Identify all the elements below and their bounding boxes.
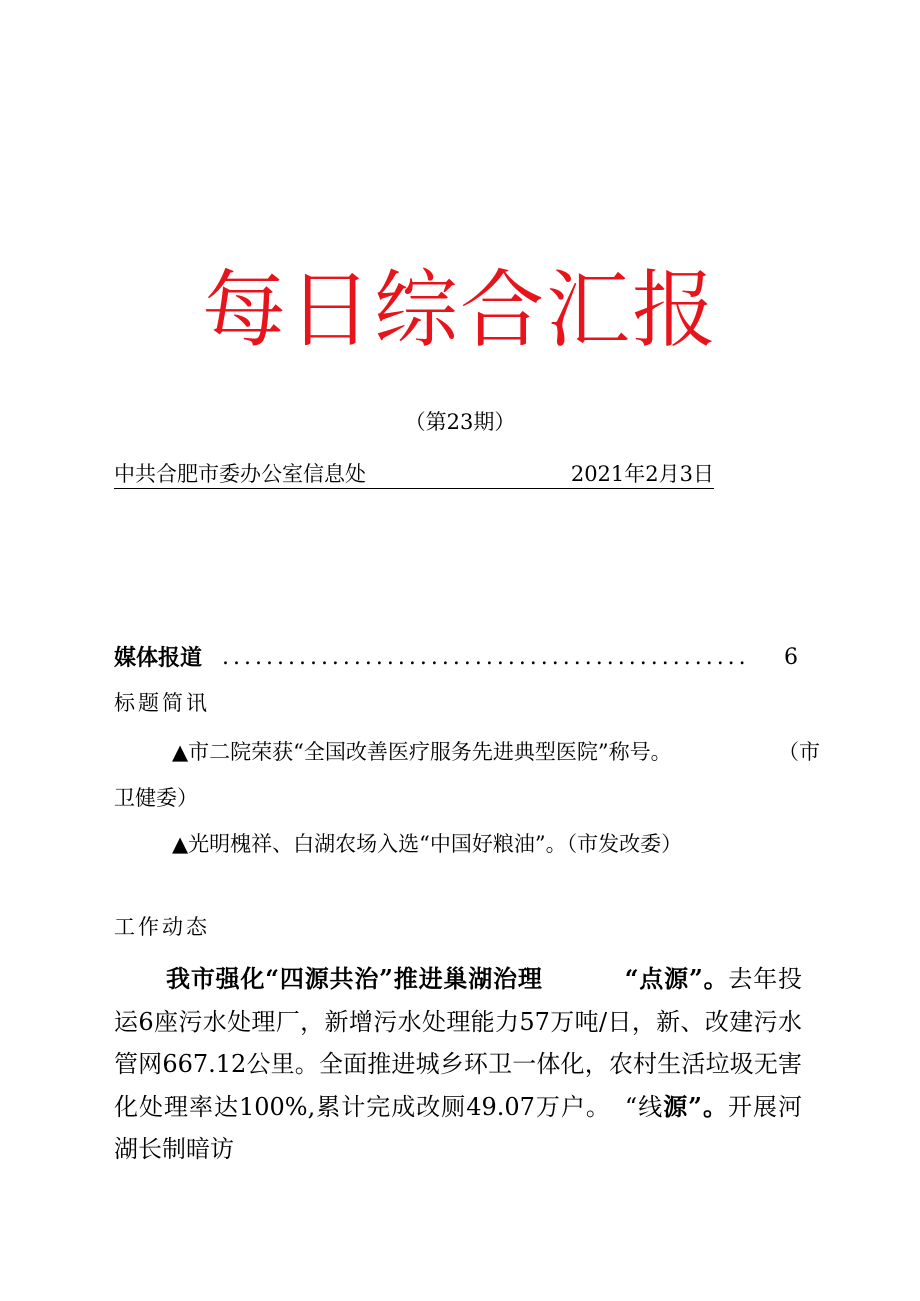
toc-page-number: 6 [784,645,798,670]
article-subheading-line-source: 源”。 [663,1091,728,1121]
toc-label: 媒体报道 [114,642,204,674]
news-item-2: ▲光明槐祥、白湖农场入选“中国好粮油”。（市发改委） [172,832,683,856]
article-subheading-line-source-prefix: “线 [624,1092,664,1121]
toc-entry[interactable] [114,642,798,674]
article-headline: 我市强化“四源共治”推进巢湖治理 [166,964,543,993]
work-news-heading: 工作动态 [114,915,210,939]
article-subheading-point-source: “点源”。 [624,964,729,993]
publisher-line [114,460,714,489]
issue-number: （第23期） [404,410,516,434]
publisher-organization: 中共合肥市委办公室信息处 [114,462,366,486]
article-body-1: 去年投运6座污水处理厂，新增污水处理能力57万吨/日，新、改建污水管网667.12公里。全面推进城乡环卫一体化，农村生活垃圾无害化处理率达100%,累计完成改厕49.07万户。 [114,965,803,1121]
headline-news-heading: 标题简讯 [114,691,210,715]
news-item-1: ▲市二院荣获“全国改善医疗服务先进典型医院”称号。 [172,740,672,764]
article-body-2: 开展河湖长制暗访 [114,1092,802,1163]
news-item-1-source-end: 卫健委） [114,786,198,810]
news-item-1-source-start: （市 [778,740,820,764]
publish-date: 2021年2月3日 [570,462,714,486]
toc-leader-dots: ................................................ [222,645,750,670]
article-paragraph [114,958,802,1171]
masthead-title: 每日综合汇报 [201,261,718,359]
